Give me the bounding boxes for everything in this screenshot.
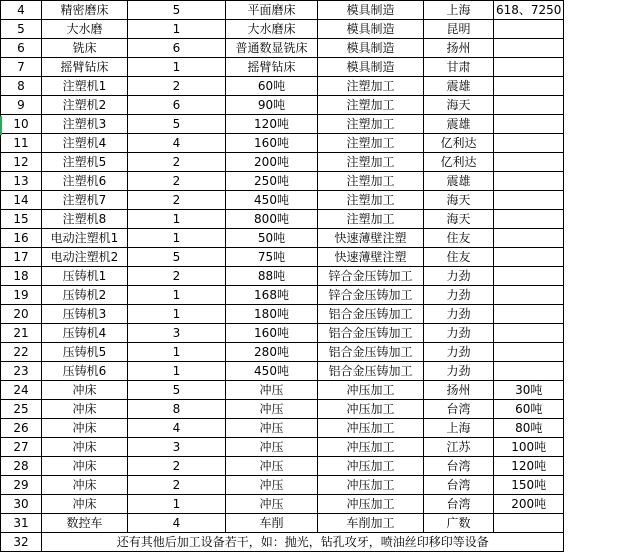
cell-purpose[interactable]: 冲压加工 (318, 419, 424, 438)
cell-quantity[interactable]: 6 (128, 39, 226, 58)
table-row[interactable] (1, 514, 564, 533)
cell-equipment-name[interactable]: 注塑机2 (42, 96, 128, 115)
cell-purpose[interactable]: 车削加工 (318, 514, 424, 533)
cell-row-number[interactable]: 10 (1, 115, 42, 134)
cell-row-number[interactable]: 28 (1, 457, 42, 476)
cell-quantity[interactable]: 8 (128, 400, 226, 419)
cell-equipment-name[interactable]: 注塑机3 (42, 115, 128, 134)
cell-purpose[interactable]: 注塑加工 (318, 115, 424, 134)
table-row[interactable] (1, 457, 564, 476)
cell-quantity[interactable]: 3 (128, 324, 226, 343)
cell-specification[interactable]: 普通数显铣床 (226, 39, 318, 58)
table-row[interactable] (1, 248, 564, 267)
table-row[interactable] (1, 324, 564, 343)
cell-equipment-name[interactable]: 冲床 (42, 381, 128, 400)
cell-purpose[interactable]: 模具制造 (318, 39, 424, 58)
cell-purpose[interactable]: 冲压加工 (318, 381, 424, 400)
cell-row-number[interactable]: 17 (1, 248, 42, 267)
cell-specification[interactable]: 75吨 (226, 248, 318, 267)
cell-quantity[interactable]: 5 (128, 1, 226, 20)
cell-specification[interactable]: 车削 (226, 514, 318, 533)
cell-extra[interactable] (494, 191, 564, 210)
cell-quantity[interactable]: 5 (128, 381, 226, 400)
cell-extra[interactable]: 200吨 (494, 495, 564, 514)
cell-equipment-name[interactable]: 注塑机8 (42, 210, 128, 229)
table-row[interactable] (1, 39, 564, 58)
cell-specification[interactable]: 冲压 (226, 438, 318, 457)
cell-quantity[interactable]: 1 (128, 58, 226, 77)
table-row[interactable] (1, 495, 564, 514)
cell-row-number[interactable]: 11 (1, 134, 42, 153)
cell-purpose[interactable]: 快速薄壁注塑 (318, 248, 424, 267)
cell-specification[interactable]: 160吨 (226, 324, 318, 343)
table-row[interactable] (1, 286, 564, 305)
cell-row-number[interactable]: 8 (1, 77, 42, 96)
cell-row-number[interactable]: 30 (1, 495, 42, 514)
table-row[interactable] (1, 191, 564, 210)
cell-row-number[interactable]: 14 (1, 191, 42, 210)
cell-row-number[interactable]: 21 (1, 324, 42, 343)
cell-extra[interactable] (494, 153, 564, 172)
cell-extra[interactable] (494, 514, 564, 533)
table-row[interactable] (1, 362, 564, 381)
cell-purpose[interactable]: 锌合金压铸加工 (318, 286, 424, 305)
cell-origin[interactable]: 亿利达 (424, 134, 494, 153)
cell-equipment-name[interactable]: 电动注塑机2 (42, 248, 128, 267)
cell-purpose[interactable]: 注塑加工 (318, 210, 424, 229)
cell-extra[interactable]: 60吨 (494, 400, 564, 419)
cell-row-number[interactable]: 18 (1, 267, 42, 286)
cell-specification[interactable]: 160吨 (226, 134, 318, 153)
cell-specification[interactable]: 冲压 (226, 419, 318, 438)
cell-extra[interactable] (494, 115, 564, 134)
cell-row-number[interactable]: 29 (1, 476, 42, 495)
cell-extra[interactable]: 100吨 (494, 438, 564, 457)
cell-quantity[interactable]: 1 (128, 20, 226, 39)
cell-equipment-name[interactable]: 压铸机3 (42, 305, 128, 324)
cell-row-number[interactable]: 24 (1, 381, 42, 400)
cell-row-number[interactable]: 27 (1, 438, 42, 457)
cell-extra[interactable] (494, 248, 564, 267)
cell-specification[interactable]: 120吨 (226, 115, 318, 134)
cell-quantity[interactable]: 4 (128, 514, 226, 533)
cell-origin[interactable]: 台湾 (424, 495, 494, 514)
cell-equipment-name[interactable]: 冲床 (42, 457, 128, 476)
cell-quantity[interactable]: 5 (128, 248, 226, 267)
cell-equipment-name[interactable]: 注塑机5 (42, 153, 128, 172)
cell-origin[interactable]: 甘肃 (424, 58, 494, 77)
cell-equipment-name[interactable]: 摇臂钻床 (42, 58, 128, 77)
cell-specification[interactable]: 60吨 (226, 77, 318, 96)
cell-row-number[interactable]: 15 (1, 210, 42, 229)
cell-origin[interactable]: 力劲 (424, 305, 494, 324)
cell-quantity[interactable]: 1 (128, 229, 226, 248)
cell-specification[interactable]: 50吨 (226, 229, 318, 248)
row-selection-indicator (0, 116, 2, 135)
cell-purpose[interactable]: 冲压加工 (318, 438, 424, 457)
cell-row-number[interactable]: 16 (1, 229, 42, 248)
cell-extra[interactable] (494, 39, 564, 58)
cell-row-number[interactable]: 20 (1, 305, 42, 324)
cell-purpose[interactable]: 注塑加工 (318, 153, 424, 172)
cell-specification[interactable]: 180吨 (226, 305, 318, 324)
cell-row-number[interactable]: 22 (1, 343, 42, 362)
cell-origin[interactable]: 亿利达 (424, 153, 494, 172)
cell-equipment-name[interactable]: 数控车 (42, 514, 128, 533)
cell-origin[interactable]: 力劲 (424, 362, 494, 381)
cell-purpose[interactable]: 注塑加工 (318, 134, 424, 153)
cell-specification[interactable]: 摇臂钻床 (226, 58, 318, 77)
cell-equipment-name[interactable]: 压铸机2 (42, 286, 128, 305)
cell-purpose[interactable]: 冲压加工 (318, 476, 424, 495)
table-row[interactable] (1, 153, 564, 172)
cell-equipment-name[interactable]: 铣床 (42, 39, 128, 58)
cell-extra[interactable] (494, 343, 564, 362)
cell-row-number[interactable]: 26 (1, 419, 42, 438)
cell-origin[interactable]: 力劲 (424, 267, 494, 286)
footer-note[interactable]: 还有其他后加工设备若干，如：抛光，钻孔攻牙，喷油丝印移印等设备 (42, 533, 564, 552)
cell-purpose[interactable]: 模具制造 (318, 1, 424, 20)
cell-extra[interactable] (494, 172, 564, 191)
cell-extra[interactable] (494, 77, 564, 96)
table-row[interactable] (1, 172, 564, 191)
cell-origin[interactable]: 震雄 (424, 115, 494, 134)
cell-equipment-name[interactable]: 注塑机1 (42, 77, 128, 96)
cell-purpose[interactable]: 铝合金压铸加工 (318, 305, 424, 324)
cell-extra[interactable] (494, 58, 564, 77)
cell-origin[interactable]: 住友 (424, 229, 494, 248)
cell-quantity[interactable]: 2 (128, 172, 226, 191)
cell-equipment-name[interactable]: 冲床 (42, 438, 128, 457)
cell-purpose[interactable]: 快速薄壁注塑 (318, 229, 424, 248)
cell-origin[interactable]: 上海 (424, 419, 494, 438)
cell-origin[interactable]: 震雄 (424, 172, 494, 191)
cell-extra[interactable] (494, 267, 564, 286)
cell-row-number[interactable]: 7 (1, 58, 42, 77)
cell-quantity[interactable]: 1 (128, 343, 226, 362)
cell-quantity[interactable]: 6 (128, 96, 226, 115)
cell-origin[interactable]: 海天 (424, 96, 494, 115)
cell-quantity[interactable]: 2 (128, 476, 226, 495)
cell-origin[interactable]: 海天 (424, 191, 494, 210)
cell-equipment-name[interactable]: 冲床 (42, 476, 128, 495)
cell-specification[interactable]: 200吨 (226, 153, 318, 172)
cell-specification[interactable]: 250吨 (226, 172, 318, 191)
cell-quantity[interactable]: 4 (128, 134, 226, 153)
cell-specification[interactable]: 280吨 (226, 343, 318, 362)
cell-specification[interactable]: 平面磨床 (226, 1, 318, 20)
cell-specification[interactable]: 88吨 (226, 267, 318, 286)
table-row[interactable] (1, 419, 564, 438)
cell-origin[interactable]: 海天 (424, 210, 494, 229)
cell-extra[interactable] (494, 20, 564, 39)
table-row[interactable] (1, 381, 564, 400)
cell-purpose[interactable]: 注塑加工 (318, 191, 424, 210)
cell-origin[interactable]: 台湾 (424, 400, 494, 419)
cell-origin[interactable]: 台湾 (424, 476, 494, 495)
cell-extra[interactable] (494, 134, 564, 153)
cell-equipment-name[interactable]: 注塑机4 (42, 134, 128, 153)
cell-quantity[interactable]: 5 (128, 115, 226, 134)
cell-specification[interactable]: 冲压 (226, 476, 318, 495)
cell-equipment-name[interactable]: 注塑机6 (42, 172, 128, 191)
cell-equipment-name[interactable]: 压铸机6 (42, 362, 128, 381)
cell-origin[interactable]: 扬州 (424, 381, 494, 400)
table-row[interactable] (1, 400, 564, 419)
cell-quantity[interactable]: 1 (128, 362, 226, 381)
cell-purpose[interactable]: 冲压加工 (318, 495, 424, 514)
cell-extra[interactable] (494, 96, 564, 115)
table-row[interactable] (1, 229, 564, 248)
cell-quantity[interactable]: 1 (128, 305, 226, 324)
cell-specification[interactable]: 大水磨床 (226, 20, 318, 39)
cell-row-number[interactable]: 4 (1, 1, 42, 20)
cell-extra[interactable] (494, 362, 564, 381)
cell-row-number[interactable]: 25 (1, 400, 42, 419)
cell-row-number[interactable]: 19 (1, 286, 42, 305)
cell-specification[interactable]: 冲压 (226, 495, 318, 514)
cell-purpose[interactable]: 冲压加工 (318, 457, 424, 476)
cell-purpose[interactable]: 注塑加工 (318, 96, 424, 115)
table-row[interactable] (1, 1, 564, 20)
cell-origin[interactable]: 江苏 (424, 438, 494, 457)
cell-quantity[interactable]: 4 (128, 419, 226, 438)
cell-row-number[interactable]: 5 (1, 20, 42, 39)
cell-purpose[interactable]: 铝合金压铸加工 (318, 324, 424, 343)
cell-quantity[interactable]: 1 (128, 495, 226, 514)
cell-extra[interactable] (494, 305, 564, 324)
cell-row-number[interactable]: 9 (1, 96, 42, 115)
cell-specification[interactable]: 450吨 (226, 362, 318, 381)
cell-origin[interactable]: 力劲 (424, 286, 494, 305)
cell-extra[interactable]: 30吨 (494, 381, 564, 400)
cell-equipment-name[interactable]: 压铸机5 (42, 343, 128, 362)
cell-quantity[interactable]: 3 (128, 438, 226, 457)
cell-quantity[interactable]: 1 (128, 286, 226, 305)
cell-extra[interactable]: 150吨 (494, 476, 564, 495)
table-row[interactable] (1, 96, 564, 115)
cell-equipment-name[interactable]: 注塑机7 (42, 191, 128, 210)
cell-quantity[interactable]: 1 (128, 210, 226, 229)
cell-quantity[interactable]: 2 (128, 191, 226, 210)
table-footer-row[interactable] (1, 533, 564, 552)
cell-specification[interactable]: 冲压 (226, 457, 318, 476)
cell-origin[interactable]: 广数 (424, 514, 494, 533)
cell-extra[interactable] (494, 324, 564, 343)
cell-origin[interactable]: 昆明 (424, 20, 494, 39)
cell-equipment-name[interactable]: 大水磨 (42, 20, 128, 39)
table-row[interactable] (1, 77, 564, 96)
cell-purpose[interactable]: 注塑加工 (318, 77, 424, 96)
cell-row-number[interactable]: 13 (1, 172, 42, 191)
cell-specification[interactable]: 450吨 (226, 191, 318, 210)
cell-specification[interactable]: 168吨 (226, 286, 318, 305)
cell-equipment-name[interactable]: 压铸机4 (42, 324, 128, 343)
table-row[interactable] (1, 115, 564, 134)
table-row[interactable] (1, 476, 564, 495)
cell-extra[interactable] (494, 286, 564, 305)
cell-purpose[interactable]: 锌合金压铸加工 (318, 267, 424, 286)
table-row[interactable] (1, 438, 564, 457)
cell-specification[interactable]: 冲压 (226, 381, 318, 400)
cell-origin[interactable]: 住友 (424, 248, 494, 267)
cell-row-number[interactable]: 6 (1, 39, 42, 58)
table-row[interactable] (1, 134, 564, 153)
cell-equipment-name[interactable]: 精密磨床 (42, 1, 128, 20)
cell-origin[interactable]: 上海 (424, 1, 494, 20)
cell-purpose[interactable]: 模具制造 (318, 58, 424, 77)
cell-row-number[interactable]: 23 (1, 362, 42, 381)
table-row[interactable] (1, 58, 564, 77)
cell-row-number[interactable]: 31 (1, 514, 42, 533)
cell-extra[interactable]: 120吨 (494, 457, 564, 476)
cell-equipment-name[interactable]: 冲床 (42, 400, 128, 419)
cell-row-number[interactable]: 12 (1, 153, 42, 172)
cell-row-number[interactable]: 32 (1, 533, 42, 552)
cell-origin[interactable]: 震雄 (424, 77, 494, 96)
cell-extra[interactable]: 618、7250 (494, 1, 564, 20)
cell-origin[interactable]: 台湾 (424, 457, 494, 476)
cell-purpose[interactable]: 模具制造 (318, 20, 424, 39)
cell-extra[interactable] (494, 210, 564, 229)
table-row[interactable] (1, 343, 564, 362)
cell-origin[interactable]: 扬州 (424, 39, 494, 58)
cell-extra[interactable]: 80吨 (494, 419, 564, 438)
cell-origin[interactable]: 力劲 (424, 324, 494, 343)
cell-purpose[interactable]: 注塑加工 (318, 172, 424, 191)
cell-origin[interactable]: 力劲 (424, 343, 494, 362)
cell-extra[interactable] (494, 229, 564, 248)
cell-quantity[interactable]: 2 (128, 77, 226, 96)
table-row[interactable] (1, 210, 564, 229)
table-row[interactable] (1, 20, 564, 39)
cell-quantity[interactable]: 2 (128, 153, 226, 172)
cell-purpose[interactable]: 铝合金压铸加工 (318, 362, 424, 381)
table-row[interactable] (1, 267, 564, 286)
cell-quantity[interactable]: 2 (128, 457, 226, 476)
cell-equipment-name[interactable]: 电动注塑机1 (42, 229, 128, 248)
cell-purpose[interactable]: 铝合金压铸加工 (318, 343, 424, 362)
cell-purpose[interactable]: 冲压加工 (318, 400, 424, 419)
cell-specification[interactable]: 90吨 (226, 96, 318, 115)
cell-specification[interactable]: 800吨 (226, 210, 318, 229)
cell-equipment-name[interactable]: 压铸机1 (42, 267, 128, 286)
table-row[interactable] (1, 305, 564, 324)
cell-equipment-name[interactable]: 冲床 (42, 419, 128, 438)
table-body (1, 1, 564, 552)
cell-equipment-name[interactable]: 冲床 (42, 495, 128, 514)
cell-quantity[interactable]: 2 (128, 267, 226, 286)
cell-specification[interactable]: 冲压 (226, 400, 318, 419)
